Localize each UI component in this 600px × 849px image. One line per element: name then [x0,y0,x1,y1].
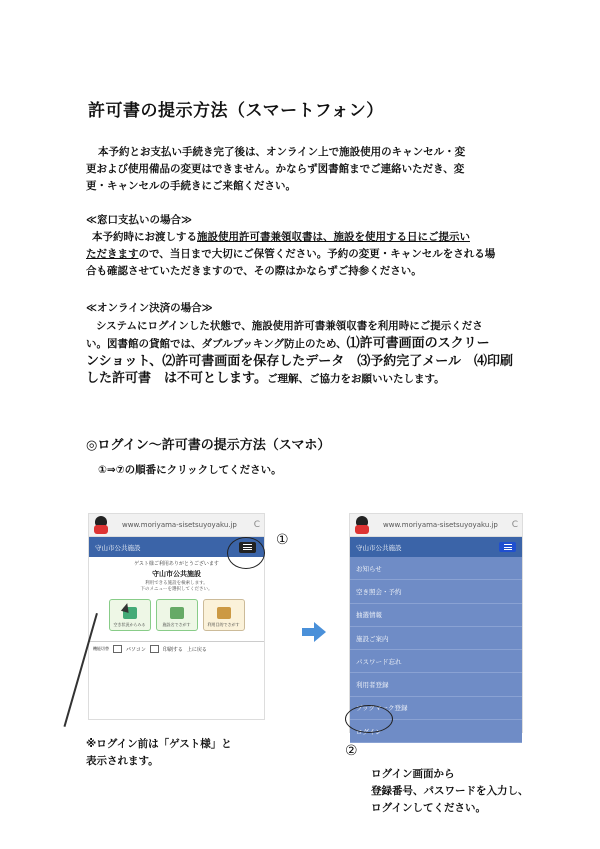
online-text-4: ご理解、ご協力をお願いいたします。 [266,373,445,385]
online-heading: ≪オンライン決済の場合≫ [86,302,213,314]
search-description [89,581,264,593]
step-number-2: ② [345,743,358,759]
menu-item-availability[interactable]: 空き照会・予約 [350,580,522,603]
intro-line-1: 本予約とお支払い手続き完了後は、オンライン上で施設使用のキャンセル・変 [98,146,466,158]
site-title: 守山市公共施設 [95,543,141,552]
building-icon [170,607,184,619]
guest-note-line-2: 表示されます。 [86,755,159,767]
highlight-circle-menu [227,537,265,569]
login-note-line-2: 登録番号、パスワードを入力し、 [371,785,529,797]
site-navbar [350,537,522,557]
search-tiles [89,599,264,631]
mascot-icon [353,516,371,534]
mascot-icon [92,516,110,534]
login-note [371,766,529,817]
counter-text-3: 合も確認させていただきますので、その際はかならずご持参ください。 [86,265,422,277]
counter-paragraph [86,229,526,280]
site-title: 守山市公共施設 [356,543,402,552]
page-title: 許可書の提示方法（スマートフォン） [88,101,384,121]
online-text-2-large: ⑴許可書画面のスクリー [346,336,490,351]
counter-text-2: ので、当日まで大切にご保管ください。予約の変更・キャンセルをされる場 [138,248,496,260]
counter-text: 本予約時にお渡しする [92,231,197,243]
menu-item-news[interactable]: お知らせ [350,557,522,580]
login-instruction: ①⇒⑦の順番にクリックしてください。 [98,464,282,476]
tile-purpose[interactable] [203,599,245,631]
intro-line-3: 更・キャンセルの手続きにご来館ください。 [86,180,296,192]
step-number-1: ① [276,532,289,548]
login-section-heading: ◎ログイン～許可書の提示方法（スマホ） [86,438,331,453]
intro-line-2: 更および使用備品の変更はできません。かならず図書館までご連絡いただき、変 [86,163,465,175]
pc-icon [113,645,122,653]
browser-url-bar [350,514,522,537]
login-note-line-3: ログインしてください。 [371,802,486,814]
menu-item-lottery[interactable]: 抽選情報 [350,604,522,627]
online-text-1: システムにログインした状態で、施設使用許可書兼領収書を利用時にご提示くださ [96,320,483,332]
pc-link[interactable]: パソコン [126,646,146,653]
url-text: www.moriyama-sisetsuyoyaku.jp [383,521,498,529]
tile-label: 空き状況からみる [113,622,146,627]
online-paragraph [86,318,526,388]
url-text: www.moriyama-sisetsuyoyaku.jp [122,521,237,529]
online-text-2: い。図書館の貸館では、ダブルブッキング防止のため、 [86,338,347,350]
tile-label: 利用目的でさがす [207,622,240,627]
browser-url-bar [89,514,264,537]
online-text-3-large: ンショット、⑵許可書画面を保存したデータ ⑶予約完了メール ⑷印刷 [86,354,513,369]
highlight-circle-login [345,705,393,733]
back-to-top-link[interactable]: 上に戻る [186,646,207,653]
intro-paragraph [86,144,526,195]
print-link[interactable]: 印刷する [162,646,183,653]
guest-note [86,736,232,770]
guest-welcome-text: ゲスト様ご利用ありがとうございます [134,561,219,567]
printer-icon [150,645,159,653]
description-line-2: 下のメニューを選択してください。 [140,587,213,592]
login-note-line-1: ログイン画面から [371,768,455,780]
toolbar-label: 機能切替 [93,646,109,651]
counter-underlined-text-2: ただきます [86,248,139,260]
description-line-1: 利用できる施設を検索します。 [145,581,208,586]
menu-item-register[interactable]: 利用者登録 [350,673,522,696]
reload-icon[interactable]: C [253,520,260,530]
right-arrow-icon [302,622,326,642]
guest-note-line-1: ※ログイン前は「ゲスト様」と [86,738,232,750]
menu-item-login[interactable]: ログイン [350,720,522,743]
menu-item-facilities[interactable]: 施設ご案内 [350,627,522,650]
reload-icon[interactable]: C [511,520,518,530]
counter-heading: ≪窓口支払いの場合≫ [86,214,192,226]
menu-item-bookmark[interactable]: ブックマーク登録 [350,697,522,720]
online-text-4-large: した許可書 は不可とします。 [86,371,267,386]
menu-item-forgot-password[interactable]: パスワード忘れ [350,650,522,673]
facility-name: 守山市公共施設 [152,570,201,578]
tile-facility-name[interactable] [156,599,198,631]
bottom-toolbar [89,641,264,653]
phone-screenshot-2 [349,513,523,736]
counter-underlined-text: 施設使用許可書兼領収書は、施設を使用する日にご提示い [197,231,470,243]
tile-label: 施設名でさがす [162,622,191,627]
purpose-icon [217,607,231,619]
hamburger-menu-icon[interactable] [499,542,516,552]
